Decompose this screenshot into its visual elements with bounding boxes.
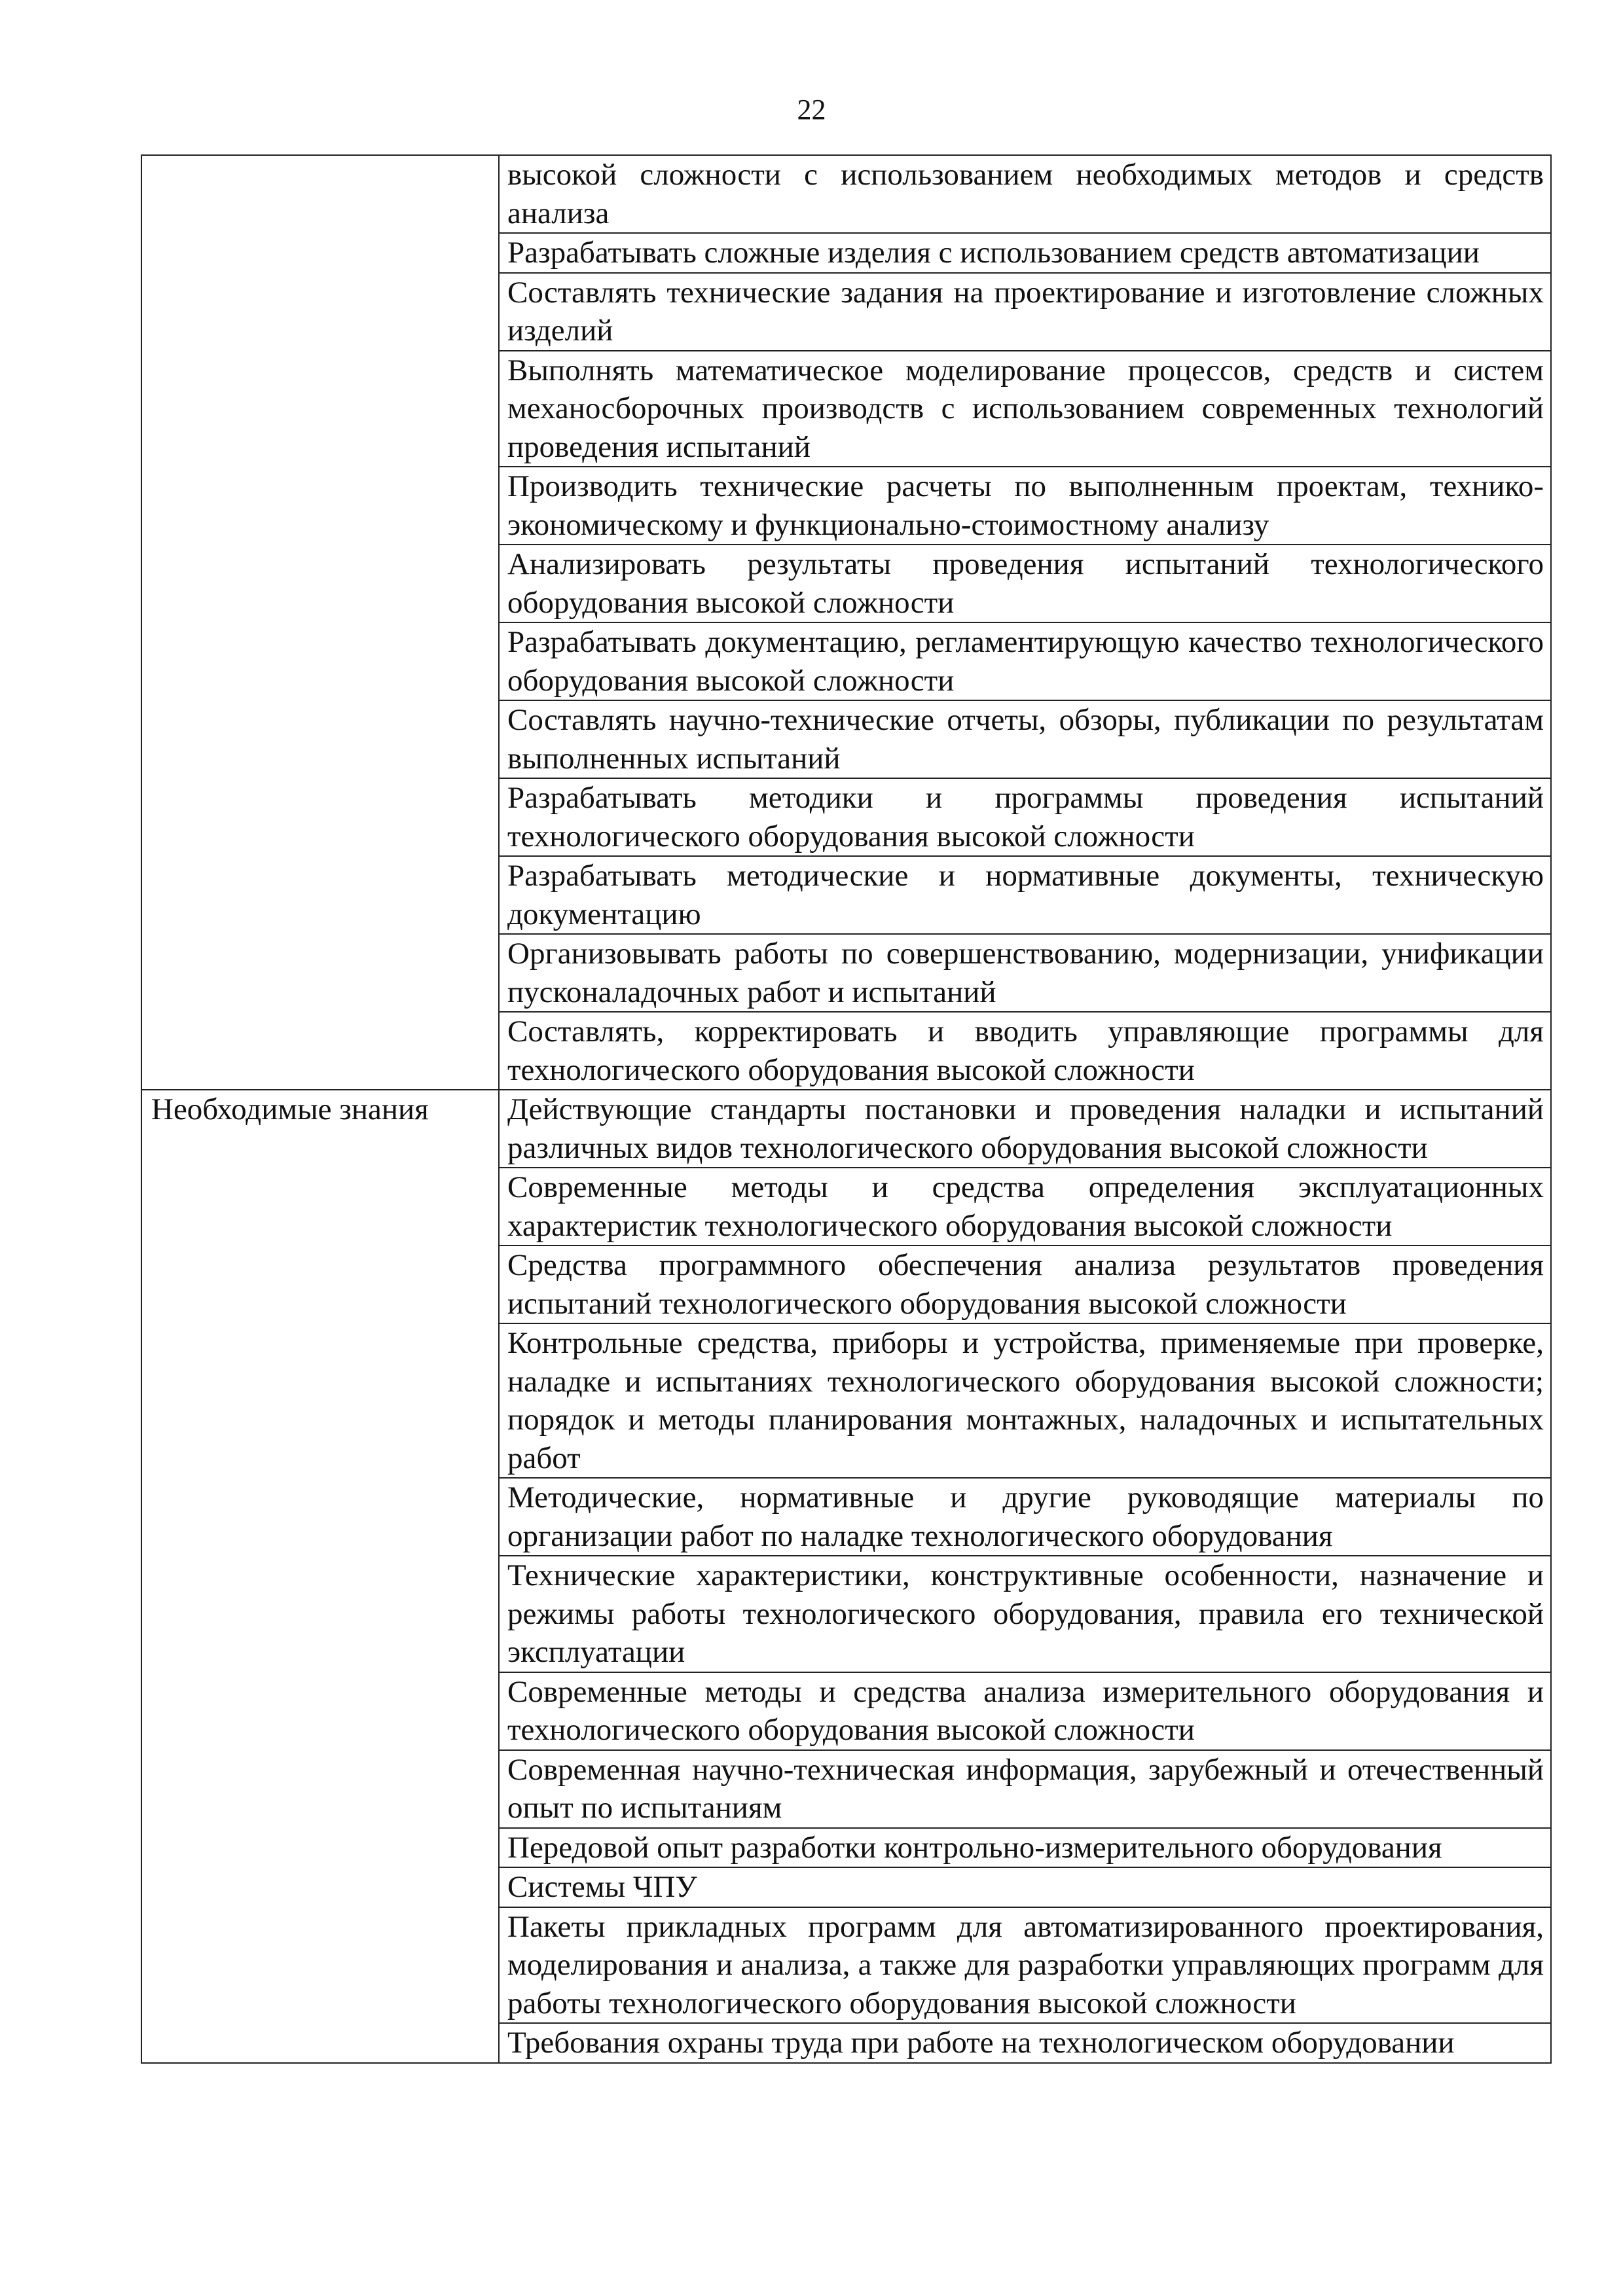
table-cell: Методические, нормативные и другие руководящие материалы по организации работ по наладке технологического оборудования (499, 1478, 1551, 1556)
table-cell: Составлять технические задания на проектирование и изготовление сложных изделий (499, 273, 1551, 351)
table-cell: Передовой опыт разработки контрольно-измерительного оборудования (499, 1828, 1551, 1868)
table-cell: Составлять, корректировать и вводить управляющие программы для технологического оборудования высокой сложности (499, 1012, 1551, 1090)
table-cell: высокой сложности с использованием необходимых методов и средств анализа (499, 155, 1551, 233)
table-cell: Разрабатывать документацию, регламентирующую качество технологического оборудования высокой сложности (499, 622, 1551, 700)
table-cell: Современная научно-техническая информация, зарубежный и отечественный опыт по испытаниям (499, 1750, 1551, 1828)
knowledge-label-cell: Необходимые знания (141, 1090, 499, 2063)
table-cell: Современные методы и средства определения эксплуатационных характеристик технологического оборудования высокой сложности (499, 1168, 1551, 1246)
table-cell: Пакеты прикладных программ для автоматизированного проектирования, моделирования и анализа, а также для разработки управляющих программ для работы технологического оборудования высокой сложности (499, 1907, 1551, 2024)
table-cell: Современные методы и средства анализа измерительного оборудования и технологического оборудования высокой сложности (499, 1672, 1551, 1750)
page-number: 22 (797, 94, 826, 126)
table-cell: Средства программного обеспечения анализа результатов проведения испытаний технологического оборудования высокой сложности (499, 1246, 1551, 1323)
table-row (141, 155, 1551, 233)
table-cell: Действующие стандарты постановки и проведения наладки и испытаний различных видов технологического оборудования высокой сложности (499, 1090, 1551, 1168)
table-cell: Разрабатывать методики и программы проведения испытаний технологического оборудования высокой сложности (499, 778, 1551, 856)
table-cell: Анализировать результаты проведения испытаний технологического оборудования высокой сложности (499, 545, 1551, 622)
table-cell: Разрабатывать сложные изделия с использованием средств автоматизации (499, 233, 1551, 273)
table-cell: Контрольные средства, приборы и устройства, применяемые при проверке, наладке и испытаниях технологического оборудования высокой сложности; порядок и методы планирования монтажных, наладочных и испытательных работ (499, 1323, 1551, 1478)
table-cell: Требования охраны труда при работе на технологическом оборудовании (499, 2023, 1551, 2063)
table-cell: Системы ЧПУ (499, 1867, 1551, 1907)
table-cell: Производить технические расчеты по выполненным проектам, технико-экономическому и функционально-стоимостному анализу (499, 467, 1551, 545)
table-cell: Составлять научно-технические отчеты, обзоры, публикации по результатам выполненных испытаний (499, 700, 1551, 778)
table-cell: Технические характеристики, конструктивные особенности, назначение и режимы работы технологического оборудования, правила его технической эксплуатации (499, 1556, 1551, 1672)
table-cell: Организовывать работы по совершенствованию, модернизации, унификации пусконаладочных работ и испытаний (499, 934, 1551, 1012)
skills-label-cell (141, 155, 499, 1090)
table-cell: Выполнять математическое моделирование процессов, средств и систем механосборочных производств с использованием современных технологий проведения испытаний (499, 351, 1551, 467)
table-row (141, 1090, 1551, 1168)
table-cell: Разрабатывать методические и нормативные документы, техническую документацию (499, 856, 1551, 934)
requirements-table (141, 154, 1552, 2064)
